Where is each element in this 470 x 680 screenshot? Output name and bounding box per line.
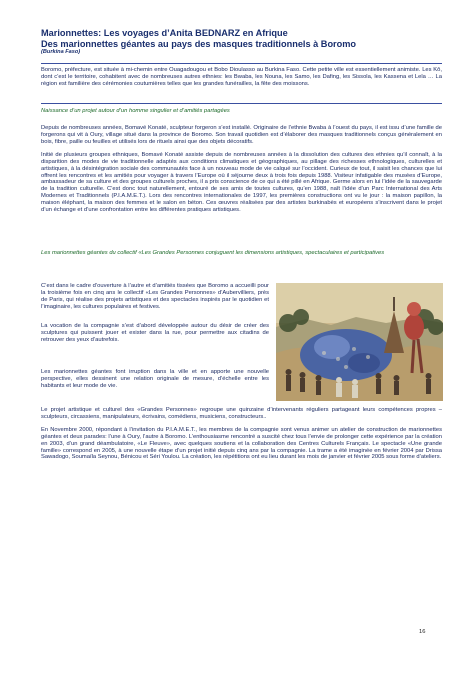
full-paragraph-2: En Novembre 2000, répondant à l’invitation du P.I.A.M.E.T., les membres de la compagnie sont venus animer un atelier de construction de marionnettes géantes et deux parades: l’une à Oury, l’autre à Boromo. L’enthousiasme rencontré a suscité chez tous l’envie de prolonger cette expérience par la création en 2003, d’un grand déambulatoire, «Le Fleuve», avec quelques soutiens et la collaboration des Centres Culturels Français. Le spectacle «Une grande famille» correspond en 2005, à une nouvelle étape d’un projet initié depuis cinq ans par la compagnie. La trame a été imaginée en février 2004 par Drissa Sawadogo, Soumaïla Seynou, Bénicou et Séri Youlou. La création, les répétitions ont eu lieu durant les mois de janvier et février 2005 sous forme d’ateliers. xyxy=(41,427,442,461)
column-paragraph-1: C’est dans le cadre d’ouverture à l’autre et d’amitiés tissées que Boromo a accueilli pour la troisième fois en cinq ans le collectif «Les Grandes Personnes» d’Aubervilliers, près de Paris, qui réalise des projets artistiques et des spectacles inspirés par le quotidien et l’imaginaire, les cultures populaires et festives. xyxy=(41,283,269,310)
page-title: Marionnettes: Les voyages d’Anita BEDNARZ en Afrique xyxy=(41,28,288,38)
full-paragraph-1: Le projet artistique et culturel des «Grandes Personnes» regroupe une quinzaine d’intervenants réguliers partageant leurs compétences propres – sculpteurs, circassiens, manipulateurs, écrivains, comédiens, musiciens, constructeurs.. xyxy=(41,407,442,420)
photo-illustration xyxy=(276,283,443,401)
title-block xyxy=(41,28,441,56)
section1-paragraph-2: Initié de plusieurs groupes ethniques, Bomavé Konaté assiste depuis de nombreuses années à la dissolution des cultures des ethnies qu’il connaît, à la disparition des modes de vie traditionnelle adaptés aux conditions climatiques et géographiques, au pillage des richesses ethnologiques, culturelles et artistiques, à la désintégration sociale des communautés face à un nouveau mode de vie calqué sur l’occident. Curieux de tout, il saisit les chances que lui offrent les rencontres et les amitiés pour voyager à travers l’Europe où il séjourne deux à trois fois depuis 1988. Visiteur infatigable des musées d’Europe, ambassadeur de sa culture et des groupes culturels proches, il a pris conscience de ce qui a été pillé en Afrique. Germe alors en lui l’idée de la sauvegarde de la tradition culturelle. C’est donc tout naturellement, entouré de ses amis de toutes cultures, qu’en 1988, naît l’idée d’un Parc International des Arts Modernes et Traditionnels (P.I.A.M.E.T.). Lors des rencontres internationales de 1997, les premières constructions ont vu le jour : la maison papillon, la maison éléphant, la maison des femmes et le salon en béton. Ces œuvres réalisées par des artistes burkinabès et européens s’inscrivent dans le projet d’un échange et d’une confrontation entre les différentes pratiques artistiques. xyxy=(41,152,442,213)
location-label: (Burkina Faso) xyxy=(41,49,81,56)
page-number: 16 xyxy=(419,629,426,635)
section1-paragraph-1: Depuis de nombreuses années, Bomavé Konaté, sculpteur forgeron s’est installé. Originaire de l’ethnie Bwaba à l’ouest du pays, il est issu d’une famille de forgerons qui vit à Oury, village situé dans la province de Boromo. Son travail quotidien est d’élaborer des masques traditionnels conçus généralement en bois, fibre, paille ou feuilles et utilisés lors de rituels ainsi que des objets décoratifs. xyxy=(41,125,442,145)
section-heading-1: Naissance d’un projet autour d’un homme singulier et d’amitiés partagées xyxy=(41,108,230,114)
page-subtitle: Des marionnettes géantes au pays des masques traditionnels à Boromo xyxy=(41,38,357,49)
intro-paragraph: Boromo, préfecture, est située à mi-chemin entre Ouagadougou et Bobo Dioulasso au Burkina Faso. Cette petite ville est essentiellement animiste. Les Kô, dont c’est le territoire, cohabitent avec de nombreuses autres ethnies: les Bwaba, les Nouna, les Samo, les Dafing, les Sissola, les Kassena et Lela … La région est familière des cérémonies coutumières telles que les grandes funérailles, la fête des moissons. xyxy=(41,67,442,87)
header-rule xyxy=(41,63,442,64)
photo-giant-puppets xyxy=(276,283,443,401)
intro-rule xyxy=(41,103,442,104)
column-paragraph-2: La vocation de la compagnie s’est d’abord développée autour du désir de créer des sculptures qui puissent jouer et exister dans la rue, pour permettre aux citadins de retrouver des yeux d’autrefois. xyxy=(41,323,269,343)
column-paragraph-3: Les marionnettes géantes font irruption dans la ville et en apporte une nouvelle perspective, elles dessinent une relation originale de mesure, d’échelle entre les habitants et leur mode de vie. xyxy=(41,369,269,389)
section-heading-2: Les marionnettes géantes du collectif «Les Grandes Personnes conjuguent les dimensions artistiques, spectaculaires et participatives xyxy=(41,250,385,256)
